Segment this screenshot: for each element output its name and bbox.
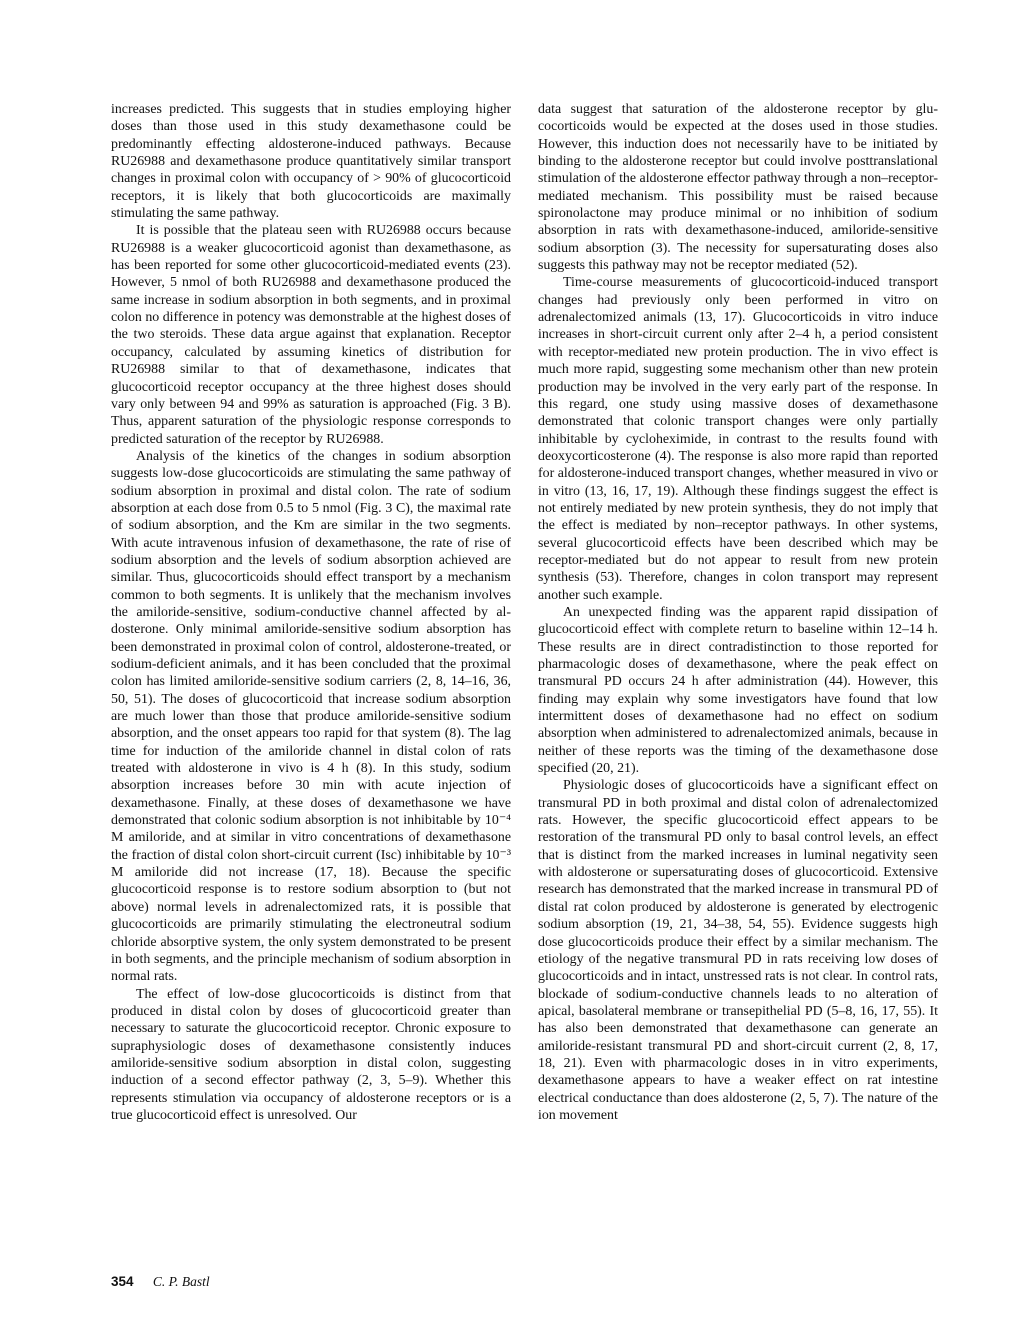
right-column: [538, 101, 938, 1124]
left-paragraph-1: increases predicted. This suggests that in studies employing higher doses than those used in this study dexamethasone could be predominantly effecting aldosterone-induced pathways. Because RU26988 and dexamethasone produce quantitatively similar transport changes in proximal colon with occupancy of > 90% of glucocorticoid receptors, it is likely that both glucocorticoids are maximally stimulating the same pathway.: [111, 102, 511, 222]
left-paragraph-4: The effect of low-dose glucocorticoids is distinct from that produced in distal colon by doses of glucocorticoid greater than necessary to saturate the glucocorticoid receptor. Chronic exposure to supraphysiologic doses of dexamethasone consistently induces amiloride-sensitive sodium absorption in distal colon, suggesting induction of a second effector pathway (2, 3, 5–9). Whether this represents stimulation via occupancy of aldosterone receptors or is a true glucocorticoid effect is unresolved. Our: [111, 986, 511, 1123]
left-paragraph-2: It is possible that the plateau seen with RU26988 occurs because RU26988 is a weaker glucocorticoid agonist than dexamethasone, as has been reported for some other glucocorticoid-mediated events (23). However, 5 nmol of both RU26988 and dexamethasone produced the same increase in sodium absorption in both segments, and in proximal colon no difference in potency was demonstrable at the highest doses of the two steroids. These data argue against that explanation. Receptor occupancy, calculated by assuming kinetics of distribution for RU26988 similar to that of dexamethasone, indicates that glucocorticoid receptor occupancy at the three highest doses should vary only between 94 and 99% as saturation is approached (Fig. 3 B). Thus, apparent saturation of the physiologic response corresponds to predicted saturation of the receptor by RU26988.: [111, 223, 511, 447]
left-column: [111, 101, 511, 1124]
page-number: 354: [111, 1274, 134, 1289]
right-paragraph-1: data suggest that saturation of the aldosterone receptor by glucocorticoids would be expected at the doses used in those studies. However, this induction does not necessarily have to be initiated by binding to the aldosterone receptor but could involve posttranslational stimulation of the aldosterone effector pathway through a non–receptor-mediated mechanism. This possibility must be raised because spironolactone may produce minimal or no inhibition of sodium absorption in rats with dexamethasone-induced, amiloride-sensitive sodium absorption (3). The necessity for supersaturating doses also suggests this pathway may not be receptor mediated (52).: [538, 102, 938, 274]
right-paragraph-4: Physiologic doses of glucocorticoids have a significant effect on transmural PD in both proximal and distal colon of adrenalectomized rats. However, the specific glucocorticoid effect appears to be restoration of the transmural PD only to basal control levels, an effect that is distinct from the marked increases in luminal negativity seen with aldosterone or supersaturating doses of glucocorticoid. Extensive research has demonstrated that the marked increase in transmural PD of distal rat colon produced by aldosterone is generated by electrogenic sodium absorption (19, 21, 34–38, 54, 55). Evidence suggests high dose glucocorticoids produce their effect by a similar mechanism. The etiology of the negative transmural PD in rats receiving low doses of glucocorticoids and in intact, unstressed rats is not clear. In control rats, blockade of sodium-conductive channels leads to no alteration of apical, basolateral membrane or transepithelial PD (5–8, 16, 17, 55). It has also been demonstrated that dexamethasone can generate an amiloride-resistant transmural PD and short-circuit current (2, 8, 17, 18, 21). Even with pharmacologic doses in in vitro experiments, dexamethasone appears to have a weaker effect on rat intestine electrical conductance than does aldosterone (2, 5, 7). The nature of the ion movement: [538, 778, 938, 1123]
page-footer: [111, 1274, 210, 1290]
left-paragraph-3: Analysis of the kinetics of the changes in sodium absorption suggests low-dose glucocorticoids are stimulating the same pathway of sodium absorption in proximal and distal colon. The rate of sodium absorption at each dose from 0.5 to 5 nmol (Fig. 3 C), the maximal rate of sodium absorption, and the Km are similar in the two segments. With acute intravenous infusion of dexamethasone, the rate of rise of sodium absorption and the levels of sodium absorption achieved are similar. Thus, glucocorticoids should effect transport by a mechanism common to both segments. It is unlikely that the mechanism involves the amiloride-sensitive, sodium-conductive channel affected by aldosterone. Only minimal amiloride-sensitive sodium absorption has been demonstrated in proximal colon of control, aldosterone-treated, or sodium-deficient animals, and it has been concluded that the proximal colon has limited amiloride-sensitive sodium carriers (2, 8, 14–16, 36, 50, 51). The doses of glucocorticoid that increase sodium absorption are much lower than those that produce amiloride-sensitive sodium absorption, and the onset appears too rapid for that system (8). The lag time for induction of the amiloride channel in distal colon of rats treated with aldosterone in vivo is 4 h (8). In this study, sodium absorption increases before 30 min with acute injection of dexamethasone. Finally, at these doses of dexamethasone we have demonstrated that colonic sodium absorption is not inhibitable by 10⁻⁴ M amiloride, and at similar in vitro concentrations of dexamethasone the fraction of distal colon short-circuit current (Isc) inhibitable by 10⁻³ M amiloride did not increase (17, 18). Because the specific glucocorticoid response is to restore sodium absorption to (but not above) normal levels in adrenalectomized rats, it is possible that glucocorticoids are primarily stimulating the electroneutral sodium chloride absorptive system, the only system demonstrated to be present in both segments, and the principle mechanism of sodium absorption in normal rats.: [111, 448, 511, 985]
running-author: C. P. Bastl: [152, 1274, 210, 1289]
right-paragraph-2: Time-course measurements of glucocorticoid-induced transport changes had previously only been performed in vitro on adrenalectomized animals (13, 17). Glucocorticoids in vitro induce increases in short-circuit current only after 2–4 h, a period consistent with receptor-mediated new protein production. The in vivo effect is much more rapid, suggesting some mechanism other than new protein production may be involved in the very early part of the response. In this regard, one study using massive doses of dexamethasone demonstrated that colonic transport changes were only partially inhibitable by cycloheximide, in contrast to the results found with deoxycorticosterone (4). The response is also more rapid than reported for aldosterone-induced transport changes, whether measured in vivo or in vitro (13, 16, 17, 19). Although these findings suggest the effect is not entirely mediated by new protein synthesis, they do not imply that the effect is mediated by non–receptor pathways. In other systems, several glucocorticoid effects have been described which may be receptor-mediated but do not appear to result from new protein synthesis (53). Therefore, changes in colon transport may represent another such example.: [538, 275, 938, 603]
right-paragraph-3: An unexpected finding was the apparent rapid dissipation of glucocorticoid effect with complete return to baseline within 12–14 h. These results are in direct contradistinction to those reported for pharmacologic doses of dexamethasone, where the peak effect on transmural PD occurs 24 h after administration (44). However, this finding may explain why some investigators have found that low intermittent doses of dexamethasone had no effect on sodium absorption when administered to adrenalectomized animals, because in neither of these reports was the timing of the dexamethasone dose specified (20, 21).: [538, 604, 938, 777]
